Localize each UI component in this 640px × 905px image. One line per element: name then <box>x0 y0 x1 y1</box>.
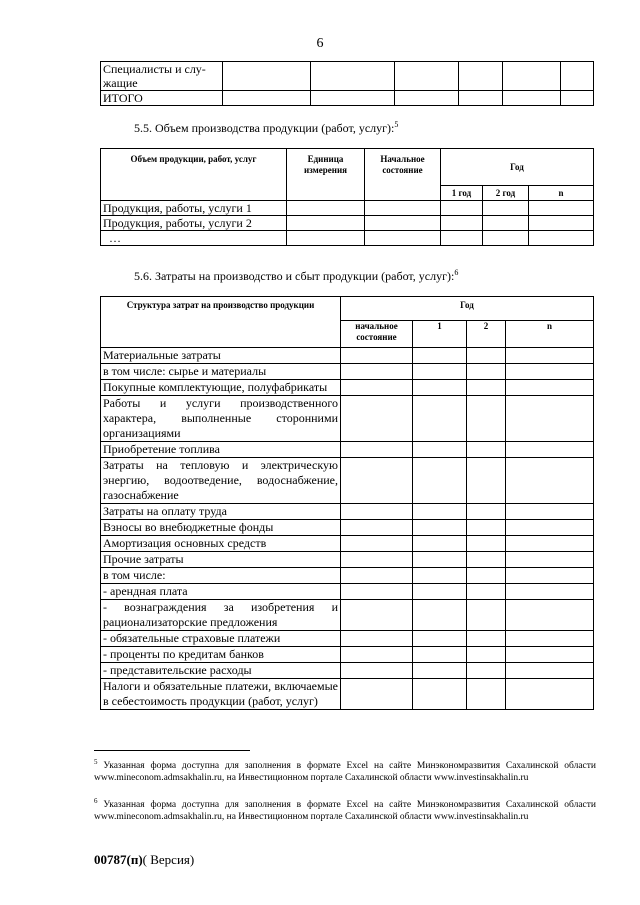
row-label: в том числе: сырье и материалы <box>101 364 341 380</box>
header-year-n: n <box>529 186 594 201</box>
production-costs-table <box>100 296 594 710</box>
staff-table <box>100 61 594 106</box>
table-row <box>101 216 594 231</box>
header-year-2: 2 год <box>483 186 529 201</box>
table-row <box>101 442 594 458</box>
section-5-6-heading: 5.6. Затраты на производство и сбыт продукции (работ, услуг):$^6$ <box>134 268 459 283</box>
header-year: Год <box>441 149 594 186</box>
row-label: Затраты на оплату труда <box>101 504 341 520</box>
table-row <box>101 348 594 364</box>
row-label: в том числе: <box>101 568 341 584</box>
table-row <box>101 520 594 536</box>
table-row <box>101 631 594 647</box>
row-label: - арендная плата <box>101 584 341 600</box>
row-label: Материальные затраты <box>101 348 341 364</box>
row-label: ИТОГО <box>101 91 223 106</box>
table-row <box>101 396 594 442</box>
row-label: Амортизация основных средств <box>101 536 341 552</box>
row-label: Специалисты и слу- жащие <box>101 62 223 91</box>
table-row <box>101 663 594 679</box>
footnote-divider <box>94 750 250 751</box>
production-volume-table <box>100 148 594 246</box>
table-row <box>101 504 594 520</box>
header-year-1: 1 год <box>441 186 483 201</box>
table-row <box>101 458 594 504</box>
version-stamp: 00787(п)( Версия) <box>94 852 195 867</box>
header-initial: Начальное состояние <box>365 149 441 201</box>
row-label: Покупные комплектующие, полуфабрикаты <box>101 380 341 396</box>
table-row <box>101 364 594 380</box>
footnote-5: $^5$ Указанная форма доступна для заполнения в формате Excel на сайте Минэкономразвития Сахалинской области www.mineconom.admsakhalin.ru, на Инвестиционном портале Сахалинской области www.investinsakhalin.ru <box>94 758 597 784</box>
table-row <box>101 568 594 584</box>
footnote-6: $^6$ Указанная форма доступна для заполнения в формате Excel на сайте Минэкономразвития Сахалинской области www.mineconom.admsakhalin.ru, на Инвестиционном портале Сахалинской области www.investinsakhalin.ru <box>94 797 597 823</box>
header-unit: Единица измерения <box>287 149 365 201</box>
header-year: Год <box>341 297 594 321</box>
row-label: - представительские расходы <box>101 663 341 679</box>
table-row <box>101 380 594 396</box>
table-row <box>101 231 594 246</box>
header-initial: начальное состояние <box>341 321 413 348</box>
table-row <box>101 647 594 663</box>
header-col-1: 1 <box>413 321 467 348</box>
row-label: - вознаграждения за изобретения и рационализаторские предложения <box>101 600 341 631</box>
row-label: … <box>101 231 287 246</box>
row-label: Прочие затраты <box>101 552 341 568</box>
table-row <box>101 600 594 631</box>
row-label: Приобретение топлива <box>101 442 341 458</box>
table-row <box>101 552 594 568</box>
header-col-n: n <box>506 321 594 348</box>
page-number: 6 <box>316 36 324 51</box>
row-label: - проценты по кредитам банков <box>101 647 341 663</box>
row-label: Работы и услуги производственного характера, выполненные сторонними организациями <box>101 396 341 442</box>
section-5-5-heading: 5.5. Объем производства продукции (работ, услуг):$^5$ <box>134 120 399 135</box>
header-structure: Структура затрат на производство продукции <box>101 297 341 348</box>
table-row <box>101 584 594 600</box>
table-row <box>101 62 594 91</box>
header-volume: Объем продукции, работ, услуг <box>101 149 287 201</box>
header-col-2: 2 <box>467 321 506 348</box>
table-row <box>101 679 594 710</box>
row-label: - обязательные страховые платежи <box>101 631 341 647</box>
table-row <box>101 536 594 552</box>
row-label: Продукция, работы, услуги 1 <box>101 201 287 216</box>
row-label: Взносы во внебюджетные фонды <box>101 520 341 536</box>
table-row <box>101 201 594 216</box>
row-label: Затраты на тепловую и электрическую энергию, водоотведение, водоснабжение, газоснабжение <box>101 458 341 504</box>
row-label: Налоги и обязательные платежи, включаемые в себестоимость продукции (работ, услуг) <box>101 679 341 710</box>
row-label: Продукция, работы, услуги 2 <box>101 216 287 231</box>
table-row <box>101 91 594 106</box>
